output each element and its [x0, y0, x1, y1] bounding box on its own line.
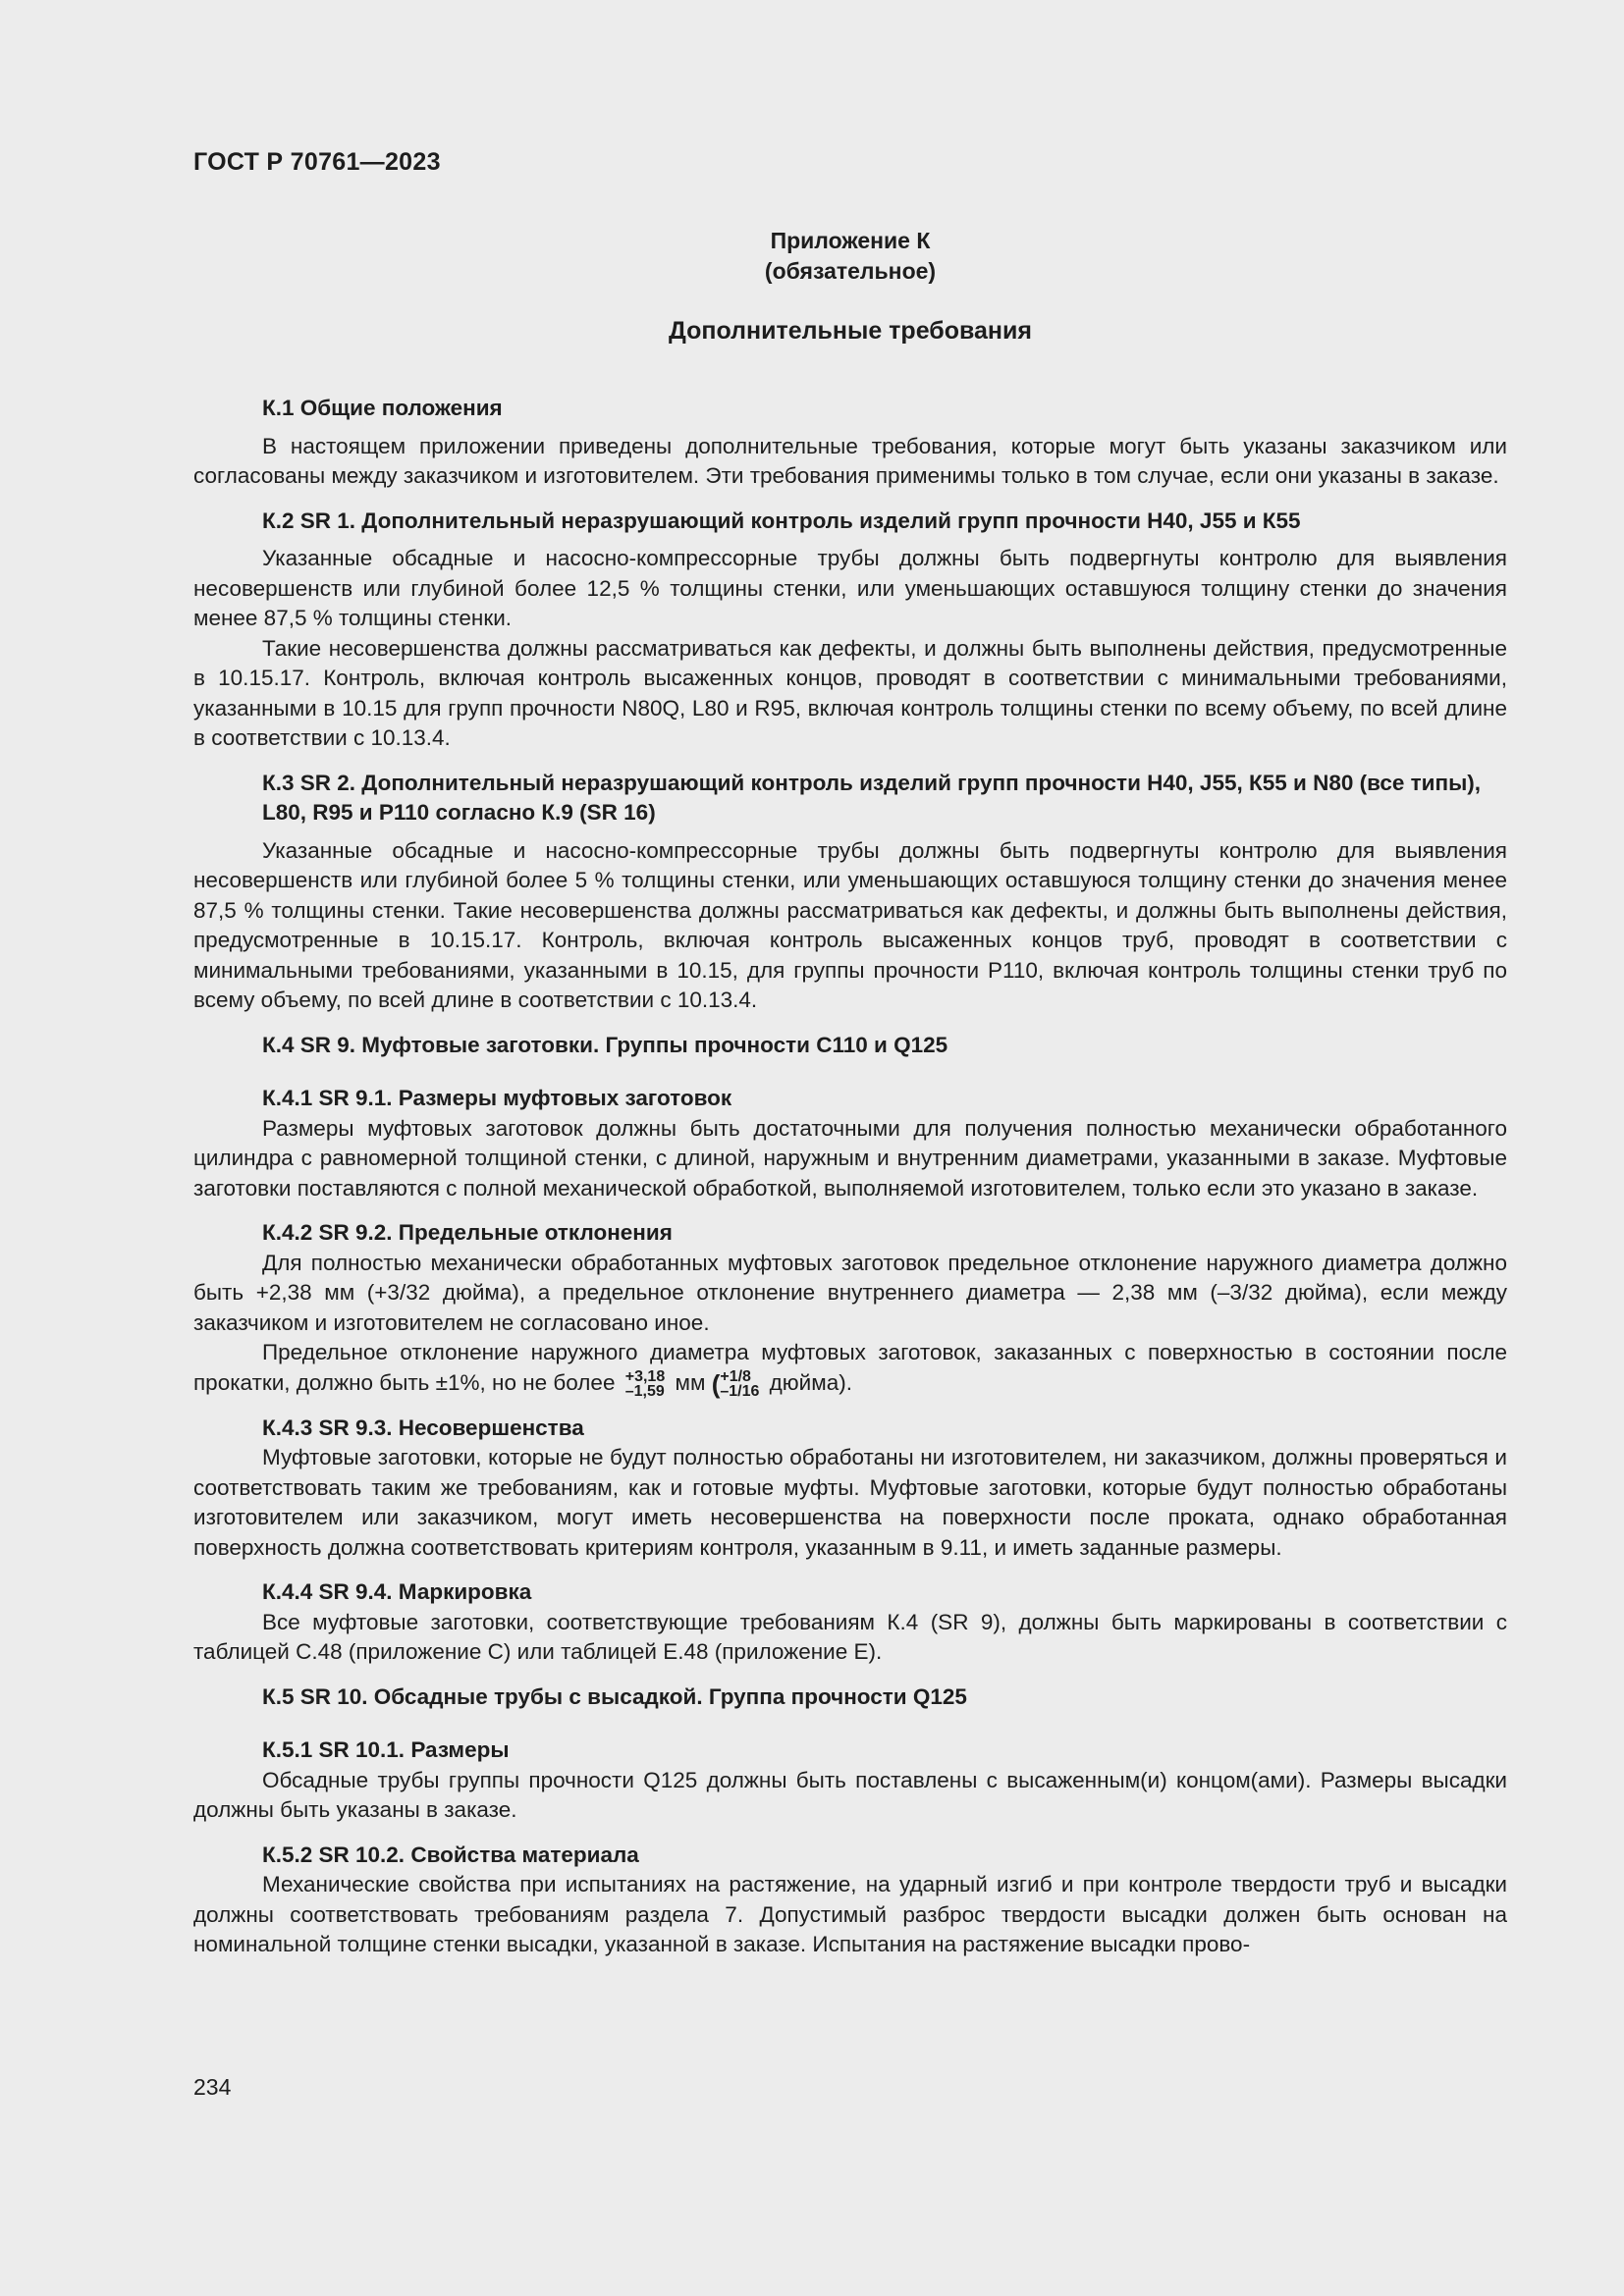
section-heading-k1: К.1 Общие положения [262, 396, 503, 420]
tolerance-mm-upper: +3,18 [624, 1367, 666, 1385]
tolerance-mm [625, 1369, 665, 1399]
page-number: 234 [193, 2074, 232, 2100]
tolerance-inch-upper: +1/8 [720, 1367, 751, 1385]
paragraph: Для полностью механически обработанных муфтовых заготовок предельное отклонение наружного диаметра должно быть +2,38 мм (+3/32 дюйма), а предельное отклонение внутреннего диаметра — 2,38 мм (–3/32 дюйма), если между заказчиком и изготовителем не согласовано иное. [193, 1250, 1507, 1335]
paragraph: Механические свойства при испытаниях на растяжение, на ударный изгиб и при контроле твердости труб и высадки должны соответствовать требованиям раздела 7. Допустимый разброс твердости высадки должен быть основан на номинальной толщине стенки высадки, указанной в заказе. Испытания на растяжение высадки прово- [193, 1872, 1507, 1957]
section-heading-k4: К.4 SR 9. Муфтовые заготовки. Группы прочности С110 и Q125 [262, 1032, 948, 1057]
section-heading-k44: К.4.4 SR 9.4. Маркировка [262, 1579, 532, 1605]
paragraph: Такие несовершенства должны рассматриваться как дефекты, и должны быть выполнены действия, предусмотренные в 10.15.17. Контроль, включая контроль высаженных концов, проводят в соответствии с минимальными требованиями, указанными в 10.15 для групп прочности N80Q, L80 и R95, включая контроль толщины стенки по всему объему, по всей длине в соответствии с 10.13.4. [193, 635, 1507, 750]
section-heading-k5: К.5 SR 10. Обсадные трубы с высадкой. Группа прочности Q125 [262, 1683, 967, 1709]
paragraph-with-tolerance: Предельное отклонение наружного диаметра муфтовых заготовок, заказанных с поверхностью в состоянии после прокатки, должно быть ±1%, но не более +3,18 –1,59 мм ( +1/8 –1/16 дюйма). [193, 1340, 1507, 1400]
section-heading-k52: К.5.2 SR 10.2. Свойства материала [262, 1842, 639, 1867]
paragraph: Обсадные трубы группы прочности Q125 должны быть поставлены с высаженным(и) концом(ами). Размеры высадки должны быть указаны в заказе. [193, 1767, 1507, 1823]
unit-mm: мм [675, 1369, 706, 1395]
paragraph-text: Предельное отклонение наружного диаметра муфтовых заготовок, заказанных с поверхностью в состоянии после прокатки, должно быть ±1%, но не более [193, 1340, 1507, 1395]
paragraph: Указанные обсадные и насосно-компрессорные трубы должны быть подвергнуты контролю для выявления несовершенств или глубиной более 12,5 % толщины стенки, или уменьшающих оставшуюся толщину стенки до значения менее 87,5 % толщины стенки. [193, 546, 1507, 630]
section-heading-k51: К.5.1 SR 10.1. Размеры [262, 1737, 510, 1763]
tolerance-mm-lower: –1,59 [624, 1382, 665, 1400]
paragraph: В настоящем приложении приведены дополнительные требования, которые могут быть указаны заказчиком или согласованы между заказчиком и изготовителем. Эти требования применимы только в том случае, если они указаны в заказе. [193, 433, 1507, 488]
section-heading-k42: К.4.2 SR 9.2. Предельные отклонения [262, 1220, 673, 1245]
section-heading-k43: К.4.3 SR 9.3. Несовершенства [262, 1415, 584, 1440]
paragraph: Муфтовые заготовки, которые не будут полностью обработаны ни изготовителем, ни заказчиком, должны проверяться и соответствовать таким же требованиям, как и готовые муфты. Муфтовые заготовки, которые будут полностью обработаны изготовителем или заказчиком, могут иметь несовершенства на поверхности после проката, однако обработанная поверхность должна соответствовать критериям контроля, указанным в 9.11, и иметь заданные размеры. [193, 1445, 1507, 1560]
paragraph: Все муфтовые заготовки, соответствующие требованиям К.4 (SR 9), должны быть маркированы в соответствии с таблицей С.48 (приложение С) или таблицей Е.48 (приложение Е). [193, 1609, 1507, 1665]
tolerance-inch [720, 1369, 759, 1399]
paragraph-text-end: дюйма). [769, 1369, 852, 1395]
paragraph: Размеры муфтовых заготовок должны быть достаточными для получения полностью механически обработанного цилиндра с равномерной толщиной стенки, с длиной, наружным и внутренним диаметрами, указанными в заказе. Муфтовые заготовки поставляются с полной механической обработкой, выполняемой изготовителем, только если это указано в заказе. [193, 1115, 1507, 1201]
section-heading-k3: К.3 SR 2. Дополнительный неразрушающий контроль изделий групп прочности Н40, J55, К55 и N80 (все типы), L80, R95 и Р110 согласно К.9 (SR 16) [262, 770, 1482, 825]
section-heading-k2: К.2 SR 1. Дополнительный неразрушающий контроль изделий групп прочности Н40, J55 и К55 [262, 507, 1301, 533]
paragraph: Указанные обсадные и насосно-компрессорные трубы должны быть подвергнуты контролю для выявления несовершенств или глубиной более 5 % толщины стенки, или уменьшающих оставшуюся толщину стенки до значения менее 87,5 % толщины стенки. Такие несовершенства должны рассматриваться как дефекты, и должны быть выполнены действия, предусмотренные в 10.15.17. Контроль, включая контроль высаженных концов труб, проводят в соответствии с минимальными требованиями, указанными в 10.15, для группы прочности Р110, включая контроль толщины стенки труб по всему объему, по всей длине в соответствии с 10.13.4. [193, 837, 1507, 1012]
document-body [193, 394, 1507, 1960]
section-heading-k41: К.4.1 SR 9.1. Размеры муфтовых заготовок [262, 1086, 732, 1110]
annex-heading [193, 226, 1507, 287]
annex-status: (обязательное) [764, 258, 937, 284]
annex-title: Дополнительные требования [669, 317, 1032, 345]
tolerance-inch-lower: –1/16 [720, 1382, 760, 1400]
annex-label: Приложение К [770, 228, 931, 253]
document-id: ГОСТ Р 70761—2023 [193, 148, 441, 176]
